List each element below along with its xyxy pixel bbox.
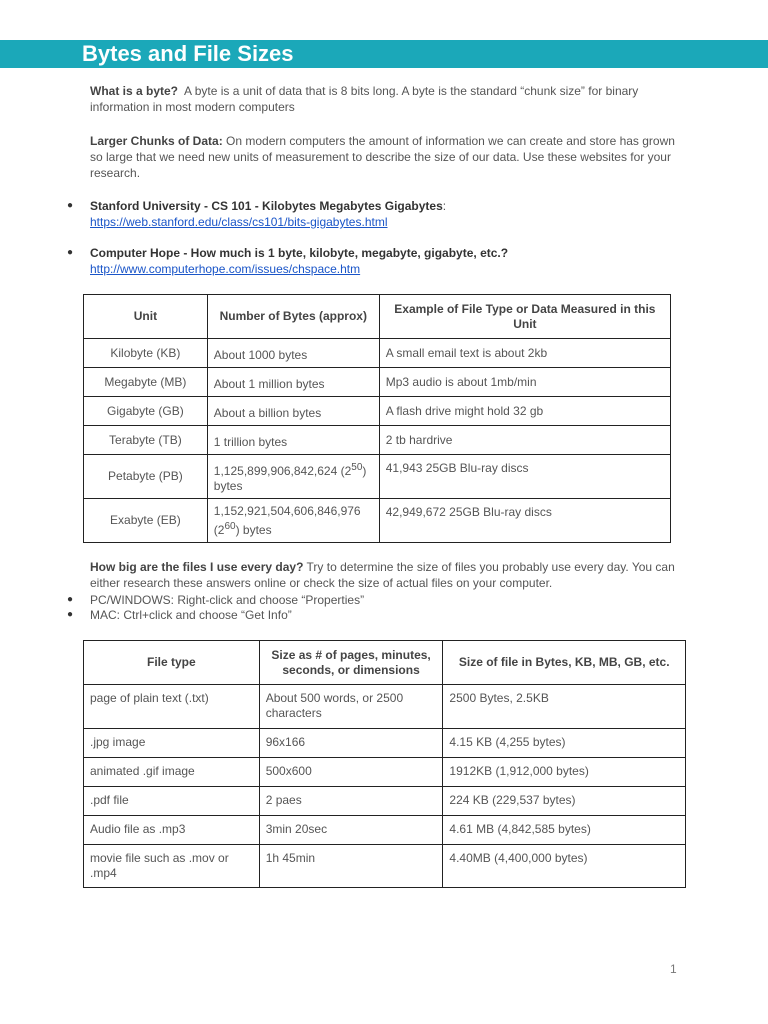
header-example: Example of File Type or Data Measured in this Unit (379, 295, 670, 339)
byte-question: What is a byte? (90, 84, 179, 98)
table-row: .pdf file 2 paes 224 KB (229,537 bytes) (84, 787, 686, 816)
byte-definition (90, 83, 690, 115)
resource-title: Computer Hope - How much is 1 byte, kilobyte, megabyte, gigabyte, etc.? (90, 246, 509, 260)
table-header-row (84, 641, 686, 685)
computerhope-link[interactable]: http://www.computerhope.com/issues/chspace.htm (90, 262, 361, 276)
header-size-measure: Size as # of pages, minutes, seconds, or dimensions (259, 641, 443, 685)
table-row: Gigabyte (GB) About a billion bytes A flash drive might hold 32 gb (84, 397, 671, 426)
bullet-icon: ● (67, 200, 74, 211)
stanford-link[interactable]: https://web.stanford.edu/class/cs101/bits-gigabytes.html (90, 215, 388, 229)
everyday-answer: Try to determine the size of files you probably use every day. You can either research these answers online or check the size of actual files on your computer. (90, 560, 675, 590)
table-row: Exabyte (EB) 1,152,921,504,606,846,976 $(2^{60})$ bytes 42,949,672 25GB Blu-ray discs (84, 499, 671, 543)
larger-question: Larger Chunks of Data: (90, 134, 223, 148)
header-file-type: File type (84, 641, 260, 685)
bullet-icon: ● (67, 594, 74, 605)
everyday-files-intro (90, 559, 690, 591)
table-row: Audio file as .mp3 3min 20sec 4.61 MB (4,842,585 bytes) (84, 816, 686, 845)
header-bytes: Number of Bytes (approx) (207, 295, 379, 339)
table-row: Terabyte (TB) 1 trillion bytes 2 tb hardrive (84, 426, 671, 455)
resource-title: Stanford University - CS 101 - Kilobytes Megabytes Gigabytes (90, 199, 443, 213)
larger-answer: On modern computers the amount of information we can create and store has grown so large that we need new units of measurement to describe the size of our data. Use these websites for your research. (90, 134, 675, 180)
table-header-row (84, 295, 671, 339)
table-row: Petabyte (PB) 1,125,899,906,842,624 $(2^{50})$ bytes 41,943 25GB Blu-ray discs (84, 455, 671, 499)
page-number: 1 (670, 962, 677, 976)
everyday-question: How big are the files I use every day? (90, 560, 304, 574)
bullet-icon: ● (67, 609, 74, 620)
table-row: Kilobyte (KB) About 1000 bytes A small email text is about 2kb (84, 339, 671, 368)
table-row: page of plain text (.txt) About 500 words, or 2500 characters 2500 Bytes, 2.5KB (84, 685, 686, 729)
header-unit: Unit (84, 295, 208, 339)
title-bar (0, 40, 768, 68)
table-row: .jpg image 96x166 4.15 KB (4,255 bytes) (84, 729, 686, 758)
page-title: Bytes and File Sizes (82, 41, 294, 66)
header-size-bytes: Size of file in Bytes, KB, MB, GB, etc. (443, 641, 686, 685)
bullet-icon: ● (67, 247, 74, 258)
table-row: animated .gif image 500x600 1912KB (1,912,000 bytes) (84, 758, 686, 787)
file-sizes-table (83, 640, 686, 888)
byte-answer: A byte is a unit of data that is 8 bits long. A byte is the standard “chunk size” for binary information in most modern computers (90, 84, 639, 114)
units-table (83, 294, 671, 543)
table-row: Megabyte (MB) About 1 million bytes Mp3 audio is about 1mb/min (84, 368, 671, 397)
table-row: movie file such as .mov or .mp4 1h 45min 4.40MB (4,400,000 bytes) (84, 845, 686, 888)
larger-chunks (90, 133, 690, 181)
